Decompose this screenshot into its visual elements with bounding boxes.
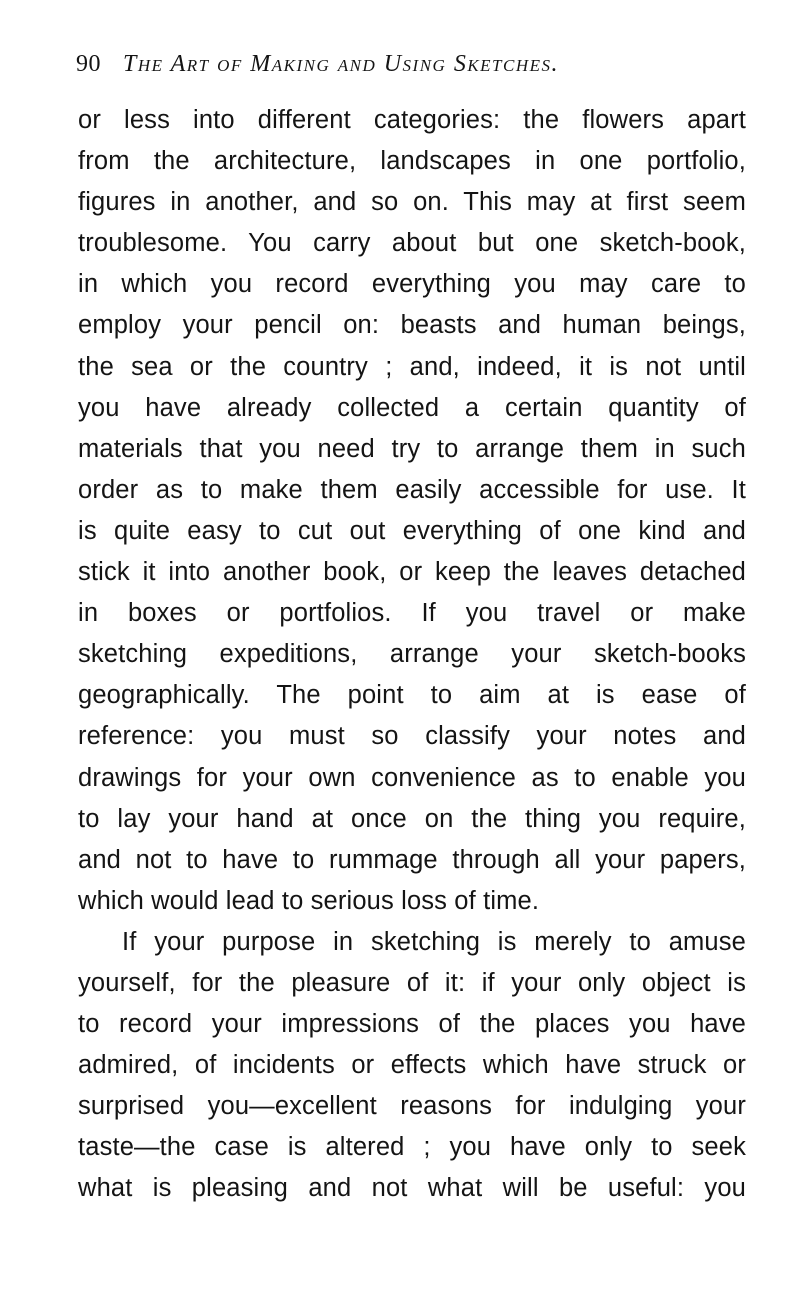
text-line: or less into different categories: the flowers apart [78, 106, 746, 134]
text-line: which would lead to serious loss of time. [78, 886, 540, 915]
text-line: If your purpose in sketching is merely to amuse [122, 927, 746, 956]
text-line: in which you record everything you may care to [78, 270, 746, 299]
text-line: from the architecture, landscapes in one portfolio, [78, 147, 746, 176]
running-header [76, 44, 746, 84]
text-line: in boxes or portfolios. If you travel or make [78, 599, 746, 628]
page-number: 90 [76, 51, 101, 77]
text-line: materials that you need try to arrange them in such [78, 434, 746, 463]
text-line: what is pleasing and not what will be useful: you [78, 1174, 746, 1203]
text-line: to record your impressions of the places you have [78, 1010, 746, 1039]
text-line: geographically. The point to aim at is ease of [78, 681, 746, 710]
text-line: is quite easy to cut out everything of one kind and [78, 516, 746, 545]
text-line: surprised you—excellent reasons for indulging your [78, 1092, 746, 1121]
running-title: The Art of Making and Using Sketches. [123, 51, 560, 77]
text-line: figures in another, and so on. This may at first seem [78, 188, 746, 217]
text-line: the sea or the country ; and, indeed, it is not until [78, 352, 746, 381]
paragraph-1 [78, 100, 746, 922]
text-line: admired, of incidents or effects which have struck or [78, 1051, 746, 1080]
text-line: order as to make them easily accessible for use. It [78, 475, 746, 504]
text-line: troublesome. You carry about but one sketch-book, [78, 229, 746, 258]
text-line: stick it into another book, or keep the leaves detached [78, 558, 746, 587]
text-line: taste—the case is altered ; you have only to seek [78, 1133, 746, 1162]
text-line: reference: you must so classify your notes and [78, 722, 746, 751]
paragraph-2 [78, 922, 746, 1210]
text-line: employ your pencil on: beasts and human beings, [78, 311, 746, 340]
text-line: yourself, for the pleasure of it: if your only object is [78, 968, 746, 997]
body-text [78, 100, 746, 1210]
text-line: to lay your hand at once on the thing you require, [78, 804, 746, 833]
text-line: sketching expeditions, arrange your sketch-books [78, 640, 746, 669]
text-line: drawings for your own convenience as to enable you [78, 763, 746, 792]
text-line: and not to have to rummage through all your papers, [78, 845, 746, 874]
text-line: you have already collected a certain quantity of [78, 393, 746, 422]
